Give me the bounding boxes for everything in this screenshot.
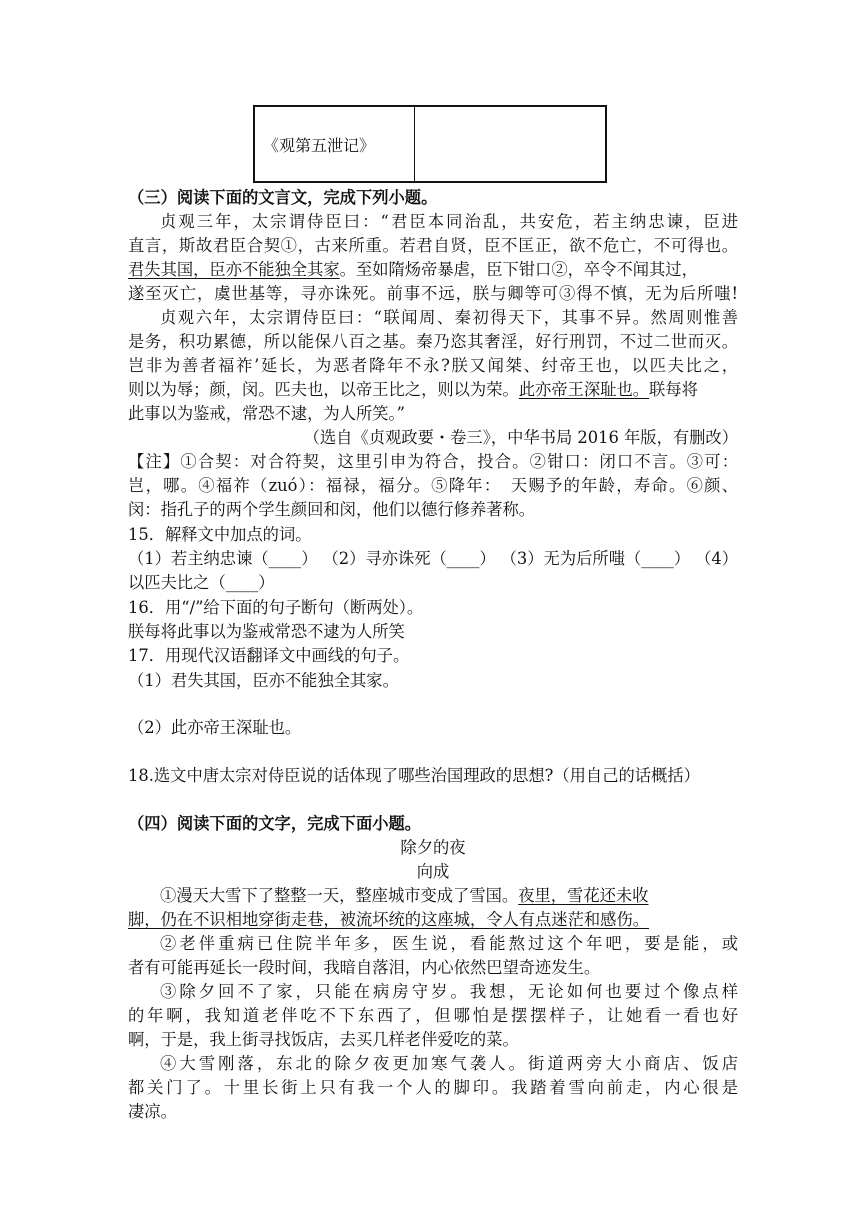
table-cell-answer[interactable] (415, 107, 605, 181)
passage-p1-line4: 遂至灭亡，虞世基等，寻亦诛死。前事不远，朕与卿等可③得不慎，无为后所嗤! (128, 284, 738, 303)
passage-p1-line3 (128, 258, 738, 282)
story-title: 除夕的夜 (400, 838, 466, 857)
question-15: 15．解释文中加点的词。 (128, 525, 312, 544)
q15-item-1: （1）若主纳忠谏（____） (128, 549, 318, 568)
q15-item-4-label: （4） (695, 549, 738, 568)
note-line3: 闵：指孔子的两个学生颜回和闵，他们以德行修养著称。 (128, 500, 536, 519)
section3-heading: （三）阅读下面的文言文，完成下列小题。 (128, 188, 438, 207)
passage-p2-line3: 岂非为善者福祚’延长，为恶者降年不永?朕又闻桀、纣帝王也，以匹夫比之， (128, 356, 738, 375)
story-p3-line2: 的年啊，我知道老伴吃不下东西了，但哪怕是摆摆样子，让她看一看也好 (128, 1006, 738, 1025)
question-17-1: （1）君失其国，臣亦不能独全其家。 (128, 671, 399, 690)
q15-item-2: （2）寻亦诛死（____） (322, 549, 496, 568)
underlined-sentence-2: 此亦帝王深耻也。 (518, 380, 650, 399)
passage-p2-line2: 是务，积功累德，所以能保八百之基。秦乃恣其奢淫，好行刑罚，不过二世而灭。 (128, 332, 738, 351)
dotted-word: 后 (576, 549, 593, 568)
passage-p2-line4-start: 则以为辱；颜，闵。匹夫也，以帝王比之，则以为荣。 (128, 380, 519, 399)
question-17-2: （2）此亦帝王深耻也。 (128, 718, 302, 737)
question-16-text: 朕每将此事以为鉴戒常恐不逮为人所笑 (128, 622, 405, 641)
story-p1-line1: ①漫天大雪下了整整一天，整座城市变成了雪国。夜里，雪花还未收 (160, 886, 649, 905)
dotted-word: 比 (176, 573, 194, 592)
passage-p2-line5: 此事以为鉴戒，常恐不逮，为人所笑。” (128, 404, 405, 423)
passage-p1-line1: 贞观三年，太宗谓侍臣曰：“君臣本同治乱，共安危，若主纳忠谏，臣进 (160, 212, 738, 231)
passage-p1-line2: 直言，斯故君臣合契①，古来所重。若君自贤，臣不匡正，欲不危亡，不可得也。 (128, 236, 738, 255)
question-15-items (128, 547, 738, 571)
q15-item-3: （3）无为后所嗤（____） (500, 549, 691, 568)
underlined-story-sentence-cont: 脚，仍在不识相地穿街走巷，被流坏统的这座城，令人有点迷茫和感伤。 (128, 910, 650, 929)
q15-item-4: 以匹夫比之（____） (128, 573, 275, 592)
story-p4-line2: 都关门了。十里长街上只有我一个人的脚印。我踏着雪向前走，内心很是 (128, 1078, 738, 1097)
story-p1-line2 (128, 908, 738, 932)
story-p3-line1: ③除夕回不了家，只能在病房守岁。我想，无论如何也要过个像点样 (160, 982, 738, 1001)
dotted-word: 寻 (365, 549, 382, 568)
passage-p2-line1: 贞观六年，太宗谓侍臣曰：“联闻周、秦初得天下，其事不异。然周则惟善 (160, 308, 738, 327)
section4-heading: （四）阅读下面的文字，完成下面小题。 (128, 814, 422, 833)
passage-p2-line4-end: 联每将 (649, 380, 698, 399)
table-cell-title: 《观第五泄记》 (255, 107, 415, 181)
story-p3-line3: 啊，于是，我上街寻找饭店，去买几样老伴爱吃的菜。 (128, 1030, 519, 1049)
question-17: 17．用现代汉语翻译文中画线的句子。 (128, 646, 410, 665)
underlined-story-sentence: 夜里，雪花还未收 (518, 886, 649, 905)
passage-p2-line4 (128, 378, 738, 402)
story-p4-line1: ④大雪刚落，东北的除夕夜更加寒气袭人。街道两旁大小商店、饭店 (160, 1054, 738, 1073)
note-line1: 【注】①合契：对合符契，这里引申为符合，投合。②钳口：闭口不言。③可： (128, 452, 738, 471)
story-p2-line1: ②老伴重病已住院半年多，医生说，看能熬过这个年吧，要是能，或 (160, 934, 738, 953)
note-line2: 岂，哪。④福祚（zuó）：福禄，福分。⑤降年： 天赐予的年龄，寿命。⑥颜、 (128, 476, 738, 495)
story-author: 向成 (416, 862, 450, 881)
answer-table (253, 105, 607, 183)
passage-p1-line3-rest: 。至如隋炀帝暴虐，臣下钳口②，卒令不闻其过， (339, 260, 698, 279)
question-16: 16．用“/”给下面的句子断句（断两处）。 (128, 598, 424, 617)
underlined-sentence-1: 君失其国，臣亦不能独全其家 (128, 260, 340, 279)
story-p2-line2: 者有可能再延长一段时间，我暗自落泪，内心依然巴望奇迹发生。 (128, 958, 601, 977)
story-p4-line3: 凄凉。 (128, 1102, 177, 1121)
source-citation: （选自《贞观政要・卷三》，中华书局 2016 年版，有删改） (303, 428, 738, 447)
dotted-word: 纳 (203, 549, 220, 568)
question-18: 18.选文中唐太宗对侍臣说的话体现了哪些治国理政的思想?（用自己的话概括） (128, 766, 700, 785)
